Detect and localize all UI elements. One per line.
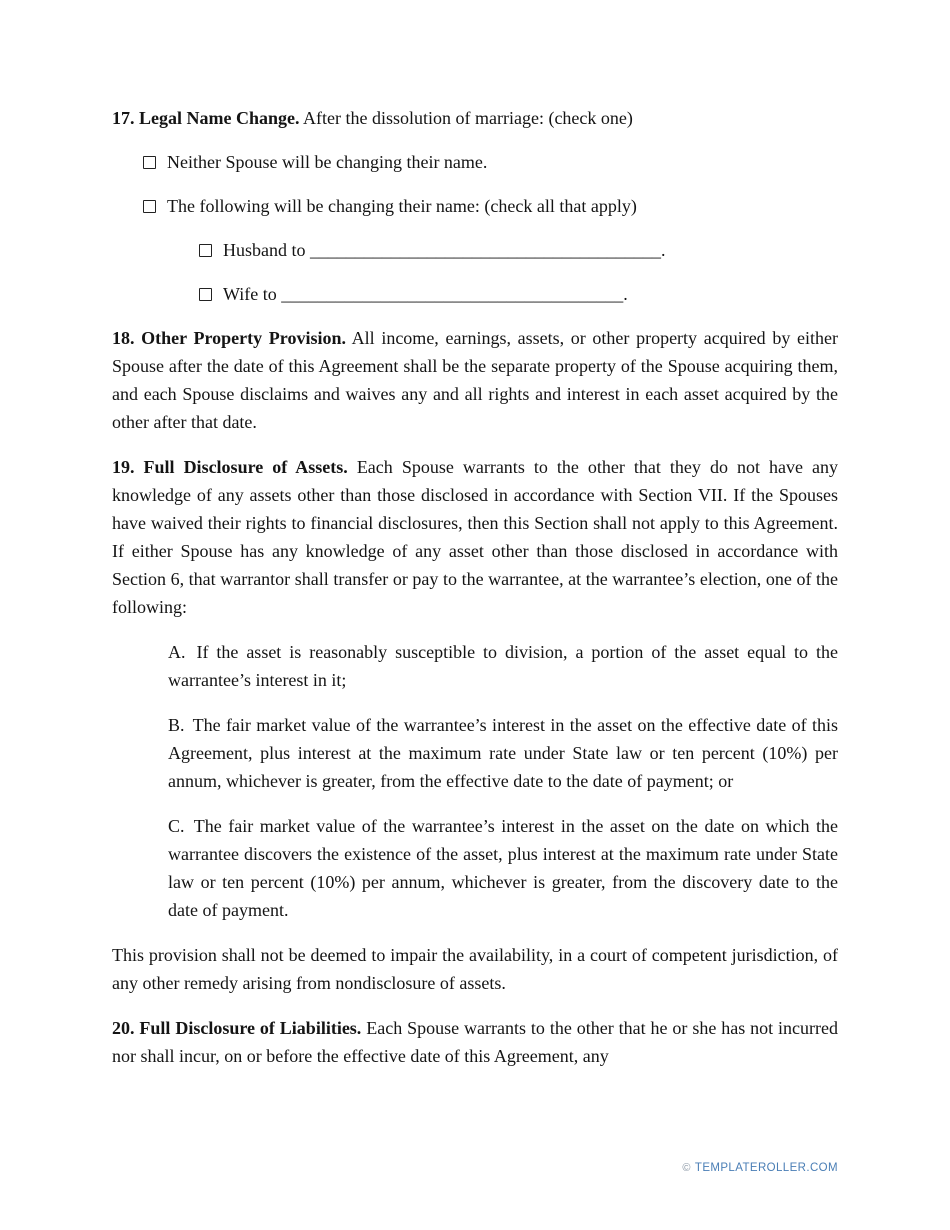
section-19-paragraph <box>112 453 838 621</box>
name-change-option-neither <box>143 148 838 176</box>
item-b-text: The fair market value of the warrantee’s interest in the asset on the effective date of this Agreement, plus interest at the maximum rate under State law or ten percent (10%) per annum, whichever is greater, from the effective date to the date of payment; or <box>168 715 838 791</box>
name-change-option-following <box>143 192 838 220</box>
section-19-item-c <box>168 812 838 924</box>
section-19-body: Each Spouse warrants to the other that they do not have any knowledge of any assets other than those disclosed in accordance with Section VII. If the Spouses have waived their rights to financial disclosures, then this Section shall not apply to this Agreement. If either Spouse has any knowledge of any asset other than those disclosed in accordance with Section 6, that warrantor shall transfer or pay to the warrantee, at the warrantee’s election, one of the following: <box>112 457 838 617</box>
name-change-wife-row <box>199 280 838 308</box>
section-17-heading <box>112 104 838 132</box>
section-20-title: 20. Full Disclosure of Liabilities. <box>112 1018 362 1038</box>
section-17-intro: After the dissolution of marriage: (check one) <box>303 108 633 128</box>
item-c-text: The fair market value of the warrantee’s interest in the asset on the date on which the warrantee discovers the existence of the asset, plus interest at the maximum rate under State law or ten percent (10%) per annum, whichever is greater, from the discovery date to the date of payment. <box>168 816 838 920</box>
copyright-icon: © <box>682 1162 691 1174</box>
checkbox-icon[interactable] <box>199 244 212 257</box>
item-b-label: B. <box>168 715 185 735</box>
husband-name-blank: Husband to _______________________________________. <box>223 240 666 260</box>
name-change-husband-row <box>199 236 838 264</box>
section-19-title: 19. Full Disclosure of Assets. <box>112 457 348 477</box>
section-20-paragraph <box>112 1014 838 1070</box>
section-19-item-a <box>168 638 838 694</box>
footer-branding <box>682 1162 838 1174</box>
section-19-closing: This provision shall not be deemed to impair the availability, in a court of competent jurisdiction, of any other remedy arising from nondisclosure of assets. <box>112 945 838 993</box>
item-a-label: A. <box>168 642 186 662</box>
section-17-title: 17. Legal Name Change. <box>112 108 300 128</box>
item-a-text: If the asset is reasonably susceptible to division, a portion of the asset equal to the warrantee’s interest in it; <box>168 642 838 690</box>
section-19-item-b <box>168 711 838 795</box>
checkbox-icon[interactable] <box>199 288 212 301</box>
section-20-body: Each Spouse warrants to the other that he or she has not incurred nor shall incur, on or before the effective date of this Agreement, any <box>112 1018 838 1066</box>
option-label: Neither Spouse will be changing their name. <box>167 152 488 172</box>
checkbox-icon[interactable] <box>143 156 156 169</box>
wife-name-blank: Wife to ______________________________________. <box>223 284 628 304</box>
section-18-title: 18. Other Property Provision. <box>112 328 346 348</box>
option-label: The following will be changing their name: (check all that apply) <box>167 196 637 216</box>
section-18-body: All income, earnings, assets, or other property acquired by either Spouse after the date of this Agreement shall be the separate property of the Spouse acquiring them, and each Spouse disclaims and waives any and all rights and interest in each asset acquired by the other after that date. <box>112 328 838 432</box>
item-c-label: C. <box>168 816 185 836</box>
templateroller-link[interactable]: TEMPLATEROLLER.COM <box>694 1162 838 1174</box>
section-18-paragraph <box>112 324 838 436</box>
checkbox-icon[interactable] <box>143 200 156 213</box>
